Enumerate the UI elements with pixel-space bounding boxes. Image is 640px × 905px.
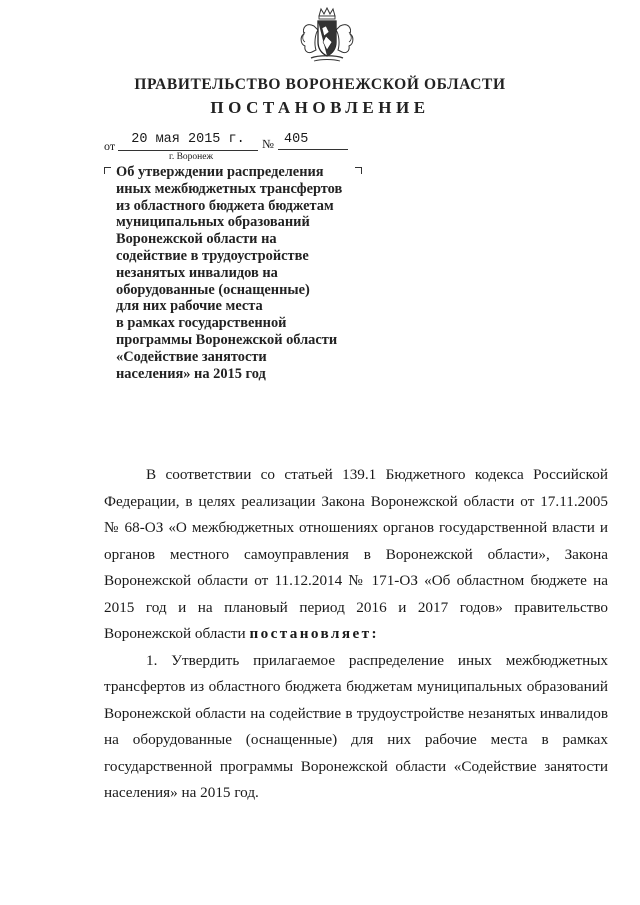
subject-line: незанятых инвалидов на (116, 264, 278, 281)
document-body (104, 462, 608, 807)
document-date: 20 мая 2015 г. (118, 131, 258, 151)
issuing-city: г. Воронеж (169, 152, 214, 162)
coat-of-arms-icon (296, 6, 358, 64)
document-type: ПОСТАНОВЛЕНИЕ (210, 98, 430, 117)
subject-line: для них рабочие места (116, 298, 263, 315)
subject-line: муниципальных образований (116, 214, 310, 231)
document-number: 405 (278, 131, 348, 150)
government-name: ПРАВИТЕЛЬСТВО ВОРОНЕЖСКОЙ ОБЛАСТИ (134, 76, 506, 93)
date-label: от (104, 139, 116, 153)
subject-line: содействие в трудоустройстве (116, 247, 309, 264)
resolves-word: постановляет: (249, 625, 379, 642)
subject-line: Об утверждении распределения (116, 164, 324, 180)
title-bracket-left (104, 167, 111, 174)
item-1-paragraph: 1. Утвердить прилагаемое распределение иных межбюджетных трансфертов из областного бюджета бюджетам муниципальных образований Воронежской области на содействие в трудоустройстве незанятых инвалидов на оборудованные (оснащенные) для них рабочие места в рамках государственной программы Воронежской области «Содействие занятости населения» на 2015 год. (104, 651, 608, 801)
registration-line (104, 131, 364, 155)
preamble-text: В соответствии со статьей 139.1 Бюджетного кодекса Российской Федерации, в целях реализации Закона Воронежской области от 17.11.2005 № 68-ОЗ «О межбюджетных отношениях органов государственной власти и органов местного самоуправления в Воронежской области», Закона Воронежской области от 11.12.2014 № 171-ОЗ «Об областном бюджете на 2015 год и на плановый период 2016 и 2017 годов» правительство Воронежской области (104, 466, 608, 642)
number-label: № (262, 137, 274, 151)
subject-line: оборудованные (оснащенные) (116, 281, 310, 298)
subject-line: в рамках государственной (116, 315, 287, 332)
subject-line: программы Воронежской области (116, 331, 338, 348)
preamble-paragraph (104, 462, 608, 648)
subject-line: «Содействие занятости (116, 348, 267, 365)
subject-line: из областного бюджета бюджетам (116, 197, 334, 214)
subject-line: Воронежской области на (116, 231, 277, 248)
document-subject (116, 164, 366, 382)
subject-line: иных межбюджетных трансфертов (116, 180, 343, 197)
subject-line: населения» на 2015 год (116, 365, 266, 382)
